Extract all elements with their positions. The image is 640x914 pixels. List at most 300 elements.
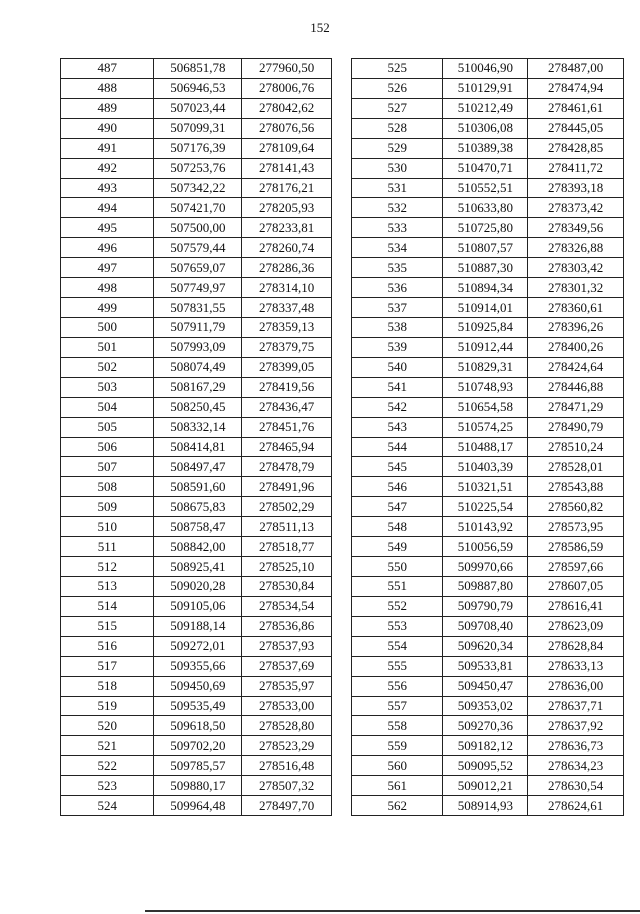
x-coordinate-cell: 509272,01 — [154, 636, 242, 656]
point-number-cell: 508 — [61, 477, 154, 497]
point-number-cell: 518 — [61, 676, 154, 696]
point-number-cell: 489 — [61, 98, 154, 118]
table-row — [352, 656, 624, 676]
point-number-cell: 545 — [352, 457, 443, 477]
table-row — [61, 716, 332, 736]
y-coordinate-cell: 278518,77 — [242, 537, 332, 557]
table-row — [352, 576, 624, 596]
y-coordinate-cell: 278109,64 — [242, 138, 332, 158]
y-coordinate-cell: 278528,80 — [242, 716, 332, 736]
y-coordinate-cell: 278497,70 — [242, 796, 332, 816]
y-coordinate-cell: 278411,72 — [528, 158, 624, 178]
table-row — [61, 576, 332, 596]
y-coordinate-cell: 278623,09 — [528, 616, 624, 636]
table-row — [352, 357, 624, 377]
x-coordinate-cell: 509880,17 — [154, 776, 242, 796]
y-coordinate-cell: 278451,76 — [242, 417, 332, 437]
table-row — [352, 178, 624, 198]
point-number-cell: 533 — [352, 218, 443, 238]
x-coordinate-cell: 510633,80 — [443, 198, 528, 218]
table-row — [352, 198, 624, 218]
y-coordinate-cell: 278511,13 — [242, 517, 332, 537]
point-number-cell: 494 — [61, 198, 154, 218]
point-number-cell: 501 — [61, 337, 154, 357]
x-coordinate-cell: 507993,09 — [154, 337, 242, 357]
x-coordinate-cell: 509618,50 — [154, 716, 242, 736]
point-number-cell: 524 — [61, 796, 154, 816]
table-row — [352, 497, 624, 517]
x-coordinate-cell: 508250,45 — [154, 397, 242, 417]
table-row — [61, 676, 332, 696]
table-row — [352, 59, 624, 79]
x-coordinate-cell: 510552,51 — [443, 178, 528, 198]
y-coordinate-cell: 278419,56 — [242, 377, 332, 397]
x-coordinate-cell: 508591,60 — [154, 477, 242, 497]
table-row — [352, 278, 624, 298]
x-coordinate-cell: 510403,39 — [443, 457, 528, 477]
point-number-cell: 528 — [352, 118, 443, 138]
table-row — [61, 596, 332, 616]
table-row — [352, 756, 624, 776]
point-number-cell: 562 — [352, 796, 443, 816]
table-row — [61, 78, 332, 98]
point-number-cell: 522 — [61, 756, 154, 776]
x-coordinate-cell: 509535,49 — [154, 696, 242, 716]
x-coordinate-cell: 509105,06 — [154, 596, 242, 616]
x-coordinate-cell: 510470,71 — [443, 158, 528, 178]
table-row — [61, 537, 332, 557]
table-row — [61, 278, 332, 298]
x-coordinate-cell: 509095,52 — [443, 756, 528, 776]
x-coordinate-cell: 510321,51 — [443, 477, 528, 497]
y-coordinate-cell: 278607,05 — [528, 576, 624, 596]
table-row — [61, 158, 332, 178]
point-number-cell: 502 — [61, 357, 154, 377]
x-coordinate-cell: 510912,44 — [443, 337, 528, 357]
point-number-cell: 488 — [61, 78, 154, 98]
point-number-cell: 507 — [61, 457, 154, 477]
y-coordinate-cell: 278478,79 — [242, 457, 332, 477]
y-coordinate-cell: 278586,59 — [528, 537, 624, 557]
x-coordinate-cell: 506946,53 — [154, 78, 242, 98]
table-row — [352, 317, 624, 337]
point-number-cell: 510 — [61, 517, 154, 537]
point-number-cell: 519 — [61, 696, 154, 716]
table-row — [61, 756, 332, 776]
point-number-cell: 498 — [61, 278, 154, 298]
y-coordinate-cell: 278528,01 — [528, 457, 624, 477]
table-row — [61, 357, 332, 377]
point-number-cell: 552 — [352, 596, 443, 616]
x-coordinate-cell: 510225,54 — [443, 497, 528, 517]
table-row — [61, 59, 332, 79]
y-coordinate-cell: 278424,64 — [528, 357, 624, 377]
y-coordinate-cell: 278301,32 — [528, 278, 624, 298]
x-coordinate-cell: 509353,02 — [443, 696, 528, 716]
point-number-cell: 535 — [352, 258, 443, 278]
table-row — [352, 377, 624, 397]
x-coordinate-cell: 510488,17 — [443, 437, 528, 457]
table-row — [352, 78, 624, 98]
table-row — [352, 98, 624, 118]
y-coordinate-cell: 278176,21 — [242, 178, 332, 198]
table-row — [352, 776, 624, 796]
y-coordinate-cell: 278205,93 — [242, 198, 332, 218]
y-coordinate-cell: 278286,36 — [242, 258, 332, 278]
y-coordinate-cell: 278516,48 — [242, 756, 332, 776]
point-number-cell: 525 — [352, 59, 443, 79]
table-row — [352, 298, 624, 318]
table-row — [352, 218, 624, 238]
table-row — [61, 477, 332, 497]
y-coordinate-cell: 278502,29 — [242, 497, 332, 517]
point-number-cell: 505 — [61, 417, 154, 437]
x-coordinate-cell: 509964,48 — [154, 796, 242, 816]
x-coordinate-cell: 510654,58 — [443, 397, 528, 417]
table-row — [61, 397, 332, 417]
table-row — [61, 417, 332, 437]
table-row — [352, 457, 624, 477]
point-number-cell: 521 — [61, 736, 154, 756]
x-coordinate-cell: 510129,91 — [443, 78, 528, 98]
y-coordinate-cell: 278537,93 — [242, 636, 332, 656]
table-row — [352, 397, 624, 417]
point-number-cell: 534 — [352, 238, 443, 258]
x-coordinate-cell: 510389,38 — [443, 138, 528, 158]
x-coordinate-cell: 507831,55 — [154, 298, 242, 318]
y-coordinate-cell: 278349,56 — [528, 218, 624, 238]
table-row — [352, 676, 624, 696]
x-coordinate-cell: 508914,93 — [443, 796, 528, 816]
page-number: 152 — [310, 20, 330, 35]
point-number-cell: 503 — [61, 377, 154, 397]
table-row — [352, 417, 624, 437]
x-coordinate-cell: 510046,90 — [443, 59, 528, 79]
point-number-cell: 553 — [352, 616, 443, 636]
x-coordinate-cell: 510056,59 — [443, 537, 528, 557]
x-coordinate-cell: 507023,44 — [154, 98, 242, 118]
table-row — [352, 517, 624, 537]
table-row — [352, 477, 624, 497]
point-number-cell: 538 — [352, 317, 443, 337]
y-coordinate-cell: 278471,29 — [528, 397, 624, 417]
table-row — [352, 337, 624, 357]
point-number-cell: 550 — [352, 557, 443, 577]
table-row — [352, 437, 624, 457]
x-coordinate-cell: 509887,80 — [443, 576, 528, 596]
point-number-cell: 530 — [352, 158, 443, 178]
coordinates-table-left — [60, 58, 332, 816]
y-coordinate-cell: 278597,66 — [528, 557, 624, 577]
table-row — [61, 736, 332, 756]
y-coordinate-cell: 278530,84 — [242, 576, 332, 596]
y-coordinate-cell: 278534,54 — [242, 596, 332, 616]
table-row — [61, 317, 332, 337]
table-row — [61, 776, 332, 796]
point-number-cell: 536 — [352, 278, 443, 298]
x-coordinate-cell: 507176,39 — [154, 138, 242, 158]
y-coordinate-cell: 278628,84 — [528, 636, 624, 656]
x-coordinate-cell: 508414,81 — [154, 437, 242, 457]
y-coordinate-cell: 278436,47 — [242, 397, 332, 417]
x-coordinate-cell: 510306,08 — [443, 118, 528, 138]
point-number-cell: 492 — [61, 158, 154, 178]
y-coordinate-cell: 278326,88 — [528, 238, 624, 258]
point-number-cell: 557 — [352, 696, 443, 716]
table-row — [61, 656, 332, 676]
table-row — [61, 497, 332, 517]
point-number-cell: 515 — [61, 616, 154, 636]
x-coordinate-cell: 510914,01 — [443, 298, 528, 318]
y-coordinate-cell: 278042,62 — [242, 98, 332, 118]
y-coordinate-cell: 278634,23 — [528, 756, 624, 776]
table-row — [61, 218, 332, 238]
x-coordinate-cell: 507911,79 — [154, 317, 242, 337]
point-number-cell: 512 — [61, 557, 154, 577]
y-coordinate-cell: 278446,88 — [528, 377, 624, 397]
y-coordinate-cell: 278560,82 — [528, 497, 624, 517]
x-coordinate-cell: 510925,84 — [443, 317, 528, 337]
x-coordinate-cell: 508758,47 — [154, 517, 242, 537]
y-coordinate-cell: 278445,05 — [528, 118, 624, 138]
y-coordinate-cell: 278233,81 — [242, 218, 332, 238]
point-number-cell: 493 — [61, 178, 154, 198]
y-coordinate-cell: 278396,26 — [528, 317, 624, 337]
x-coordinate-cell: 507253,76 — [154, 158, 242, 178]
x-coordinate-cell: 510748,93 — [443, 377, 528, 397]
table-row — [352, 537, 624, 557]
point-number-cell: 547 — [352, 497, 443, 517]
point-number-cell: 539 — [352, 337, 443, 357]
x-coordinate-cell: 507342,22 — [154, 178, 242, 198]
point-number-cell: 520 — [61, 716, 154, 736]
x-coordinate-cell: 509790,79 — [443, 596, 528, 616]
point-number-cell: 500 — [61, 317, 154, 337]
x-coordinate-cell: 509182,12 — [443, 736, 528, 756]
footer-rule — [145, 910, 640, 912]
table-row — [352, 796, 624, 816]
y-coordinate-cell: 278636,00 — [528, 676, 624, 696]
y-coordinate-cell: 278379,75 — [242, 337, 332, 357]
point-number-cell: 523 — [61, 776, 154, 796]
table-row — [61, 696, 332, 716]
table-row — [61, 258, 332, 278]
point-number-cell: 543 — [352, 417, 443, 437]
x-coordinate-cell: 509708,40 — [443, 616, 528, 636]
point-number-cell: 540 — [352, 357, 443, 377]
table-row — [352, 736, 624, 756]
y-coordinate-cell: 278507,32 — [242, 776, 332, 796]
x-coordinate-cell: 510143,92 — [443, 517, 528, 537]
table-row — [352, 696, 624, 716]
x-coordinate-cell: 509785,57 — [154, 756, 242, 776]
x-coordinate-cell: 507421,70 — [154, 198, 242, 218]
point-number-cell: 499 — [61, 298, 154, 318]
point-number-cell: 542 — [352, 397, 443, 417]
point-number-cell: 531 — [352, 178, 443, 198]
x-coordinate-cell: 508497,47 — [154, 457, 242, 477]
y-coordinate-cell: 278525,10 — [242, 557, 332, 577]
y-coordinate-cell: 278465,94 — [242, 437, 332, 457]
table-row — [61, 138, 332, 158]
y-coordinate-cell: 278399,05 — [242, 357, 332, 377]
x-coordinate-cell: 509620,34 — [443, 636, 528, 656]
x-coordinate-cell: 507500,00 — [154, 218, 242, 238]
y-coordinate-cell: 278260,74 — [242, 238, 332, 258]
point-number-cell: 496 — [61, 238, 154, 258]
y-coordinate-cell: 278490,79 — [528, 417, 624, 437]
y-coordinate-cell: 278636,73 — [528, 736, 624, 756]
point-number-cell: 555 — [352, 656, 443, 676]
table-row — [61, 517, 332, 537]
x-coordinate-cell: 507579,44 — [154, 238, 242, 258]
y-coordinate-cell: 278535,97 — [242, 676, 332, 696]
table-row — [352, 557, 624, 577]
y-coordinate-cell: 278533,00 — [242, 696, 332, 716]
x-coordinate-cell: 510212,49 — [443, 98, 528, 118]
table-row — [61, 337, 332, 357]
table-row — [61, 557, 332, 577]
x-coordinate-cell: 509450,69 — [154, 676, 242, 696]
y-coordinate-cell: 278141,43 — [242, 158, 332, 178]
y-coordinate-cell: 278491,96 — [242, 477, 332, 497]
x-coordinate-cell: 508842,00 — [154, 537, 242, 557]
y-coordinate-cell: 278428,85 — [528, 138, 624, 158]
point-number-cell: 509 — [61, 497, 154, 517]
x-coordinate-cell: 507659,07 — [154, 258, 242, 278]
table-row — [61, 796, 332, 816]
table-row — [352, 118, 624, 138]
point-number-cell: 516 — [61, 636, 154, 656]
y-coordinate-cell: 278303,42 — [528, 258, 624, 278]
table-row — [352, 636, 624, 656]
point-number-cell: 551 — [352, 576, 443, 596]
x-coordinate-cell: 508332,14 — [154, 417, 242, 437]
point-number-cell: 556 — [352, 676, 443, 696]
table-row — [61, 298, 332, 318]
y-coordinate-cell: 277960,50 — [242, 59, 332, 79]
y-coordinate-cell: 278360,61 — [528, 298, 624, 318]
point-number-cell: 561 — [352, 776, 443, 796]
table-row — [352, 716, 624, 736]
y-coordinate-cell: 278633,13 — [528, 656, 624, 676]
x-coordinate-cell: 508925,41 — [154, 557, 242, 577]
point-number-cell: 491 — [61, 138, 154, 158]
point-number-cell: 544 — [352, 437, 443, 457]
x-coordinate-cell: 509020,28 — [154, 576, 242, 596]
y-coordinate-cell: 278536,86 — [242, 616, 332, 636]
x-coordinate-cell: 509355,66 — [154, 656, 242, 676]
x-coordinate-cell: 510887,30 — [443, 258, 528, 278]
point-number-cell: 513 — [61, 576, 154, 596]
table-row — [352, 616, 624, 636]
table-row — [61, 437, 332, 457]
y-coordinate-cell: 278637,92 — [528, 716, 624, 736]
y-coordinate-cell: 278006,76 — [242, 78, 332, 98]
point-number-cell: 487 — [61, 59, 154, 79]
table-row — [352, 158, 624, 178]
point-number-cell: 532 — [352, 198, 443, 218]
x-coordinate-cell: 510574,25 — [443, 417, 528, 437]
point-number-cell: 537 — [352, 298, 443, 318]
y-coordinate-cell: 278537,69 — [242, 656, 332, 676]
y-coordinate-cell: 278543,88 — [528, 477, 624, 497]
table-row — [352, 238, 624, 258]
y-coordinate-cell: 278474,94 — [528, 78, 624, 98]
table-row — [61, 178, 332, 198]
x-coordinate-cell: 509012,21 — [443, 776, 528, 796]
point-number-cell: 559 — [352, 736, 443, 756]
table-row — [61, 198, 332, 218]
y-coordinate-cell: 278076,56 — [242, 118, 332, 138]
y-coordinate-cell: 278373,42 — [528, 198, 624, 218]
point-number-cell: 560 — [352, 756, 443, 776]
x-coordinate-cell: 506851,78 — [154, 59, 242, 79]
x-coordinate-cell: 507749,97 — [154, 278, 242, 298]
table-row — [61, 636, 332, 656]
point-number-cell: 490 — [61, 118, 154, 138]
x-coordinate-cell: 510829,31 — [443, 357, 528, 377]
x-coordinate-cell: 509188,14 — [154, 616, 242, 636]
x-coordinate-cell: 509270,36 — [443, 716, 528, 736]
point-number-cell: 554 — [352, 636, 443, 656]
point-number-cell: 511 — [61, 537, 154, 557]
table-row — [61, 616, 332, 636]
y-coordinate-cell: 278630,54 — [528, 776, 624, 796]
x-coordinate-cell: 510725,80 — [443, 218, 528, 238]
y-coordinate-cell: 278337,48 — [242, 298, 332, 318]
table-row — [352, 596, 624, 616]
x-coordinate-cell: 508675,83 — [154, 497, 242, 517]
point-number-cell: 529 — [352, 138, 443, 158]
y-coordinate-cell: 278487,00 — [528, 59, 624, 79]
point-number-cell: 546 — [352, 477, 443, 497]
y-coordinate-cell: 278523,29 — [242, 736, 332, 756]
point-number-cell: 495 — [61, 218, 154, 238]
table-row — [61, 118, 332, 138]
x-coordinate-cell: 509702,20 — [154, 736, 242, 756]
table-row — [352, 258, 624, 278]
y-coordinate-cell: 278637,71 — [528, 696, 624, 716]
point-number-cell: 548 — [352, 517, 443, 537]
point-number-cell: 514 — [61, 596, 154, 616]
x-coordinate-cell: 509450,47 — [443, 676, 528, 696]
y-coordinate-cell: 278314,10 — [242, 278, 332, 298]
point-number-cell: 541 — [352, 377, 443, 397]
table-row — [352, 138, 624, 158]
x-coordinate-cell: 509970,66 — [443, 557, 528, 577]
point-number-cell: 504 — [61, 397, 154, 417]
y-coordinate-cell: 278616,41 — [528, 596, 624, 616]
x-coordinate-cell: 508074,49 — [154, 357, 242, 377]
x-coordinate-cell: 508167,29 — [154, 377, 242, 397]
point-number-cell: 527 — [352, 98, 443, 118]
point-number-cell: 497 — [61, 258, 154, 278]
y-coordinate-cell: 278461,61 — [528, 98, 624, 118]
y-coordinate-cell: 278510,24 — [528, 437, 624, 457]
point-number-cell: 558 — [352, 716, 443, 736]
x-coordinate-cell: 509533,81 — [443, 656, 528, 676]
x-coordinate-cell: 507099,31 — [154, 118, 242, 138]
y-coordinate-cell: 278573,95 — [528, 517, 624, 537]
table-row — [61, 457, 332, 477]
y-coordinate-cell: 278400,26 — [528, 337, 624, 357]
y-coordinate-cell: 278393,18 — [528, 178, 624, 198]
x-coordinate-cell: 510894,34 — [443, 278, 528, 298]
table-row — [61, 377, 332, 397]
table-row — [61, 238, 332, 258]
table-row — [61, 98, 332, 118]
